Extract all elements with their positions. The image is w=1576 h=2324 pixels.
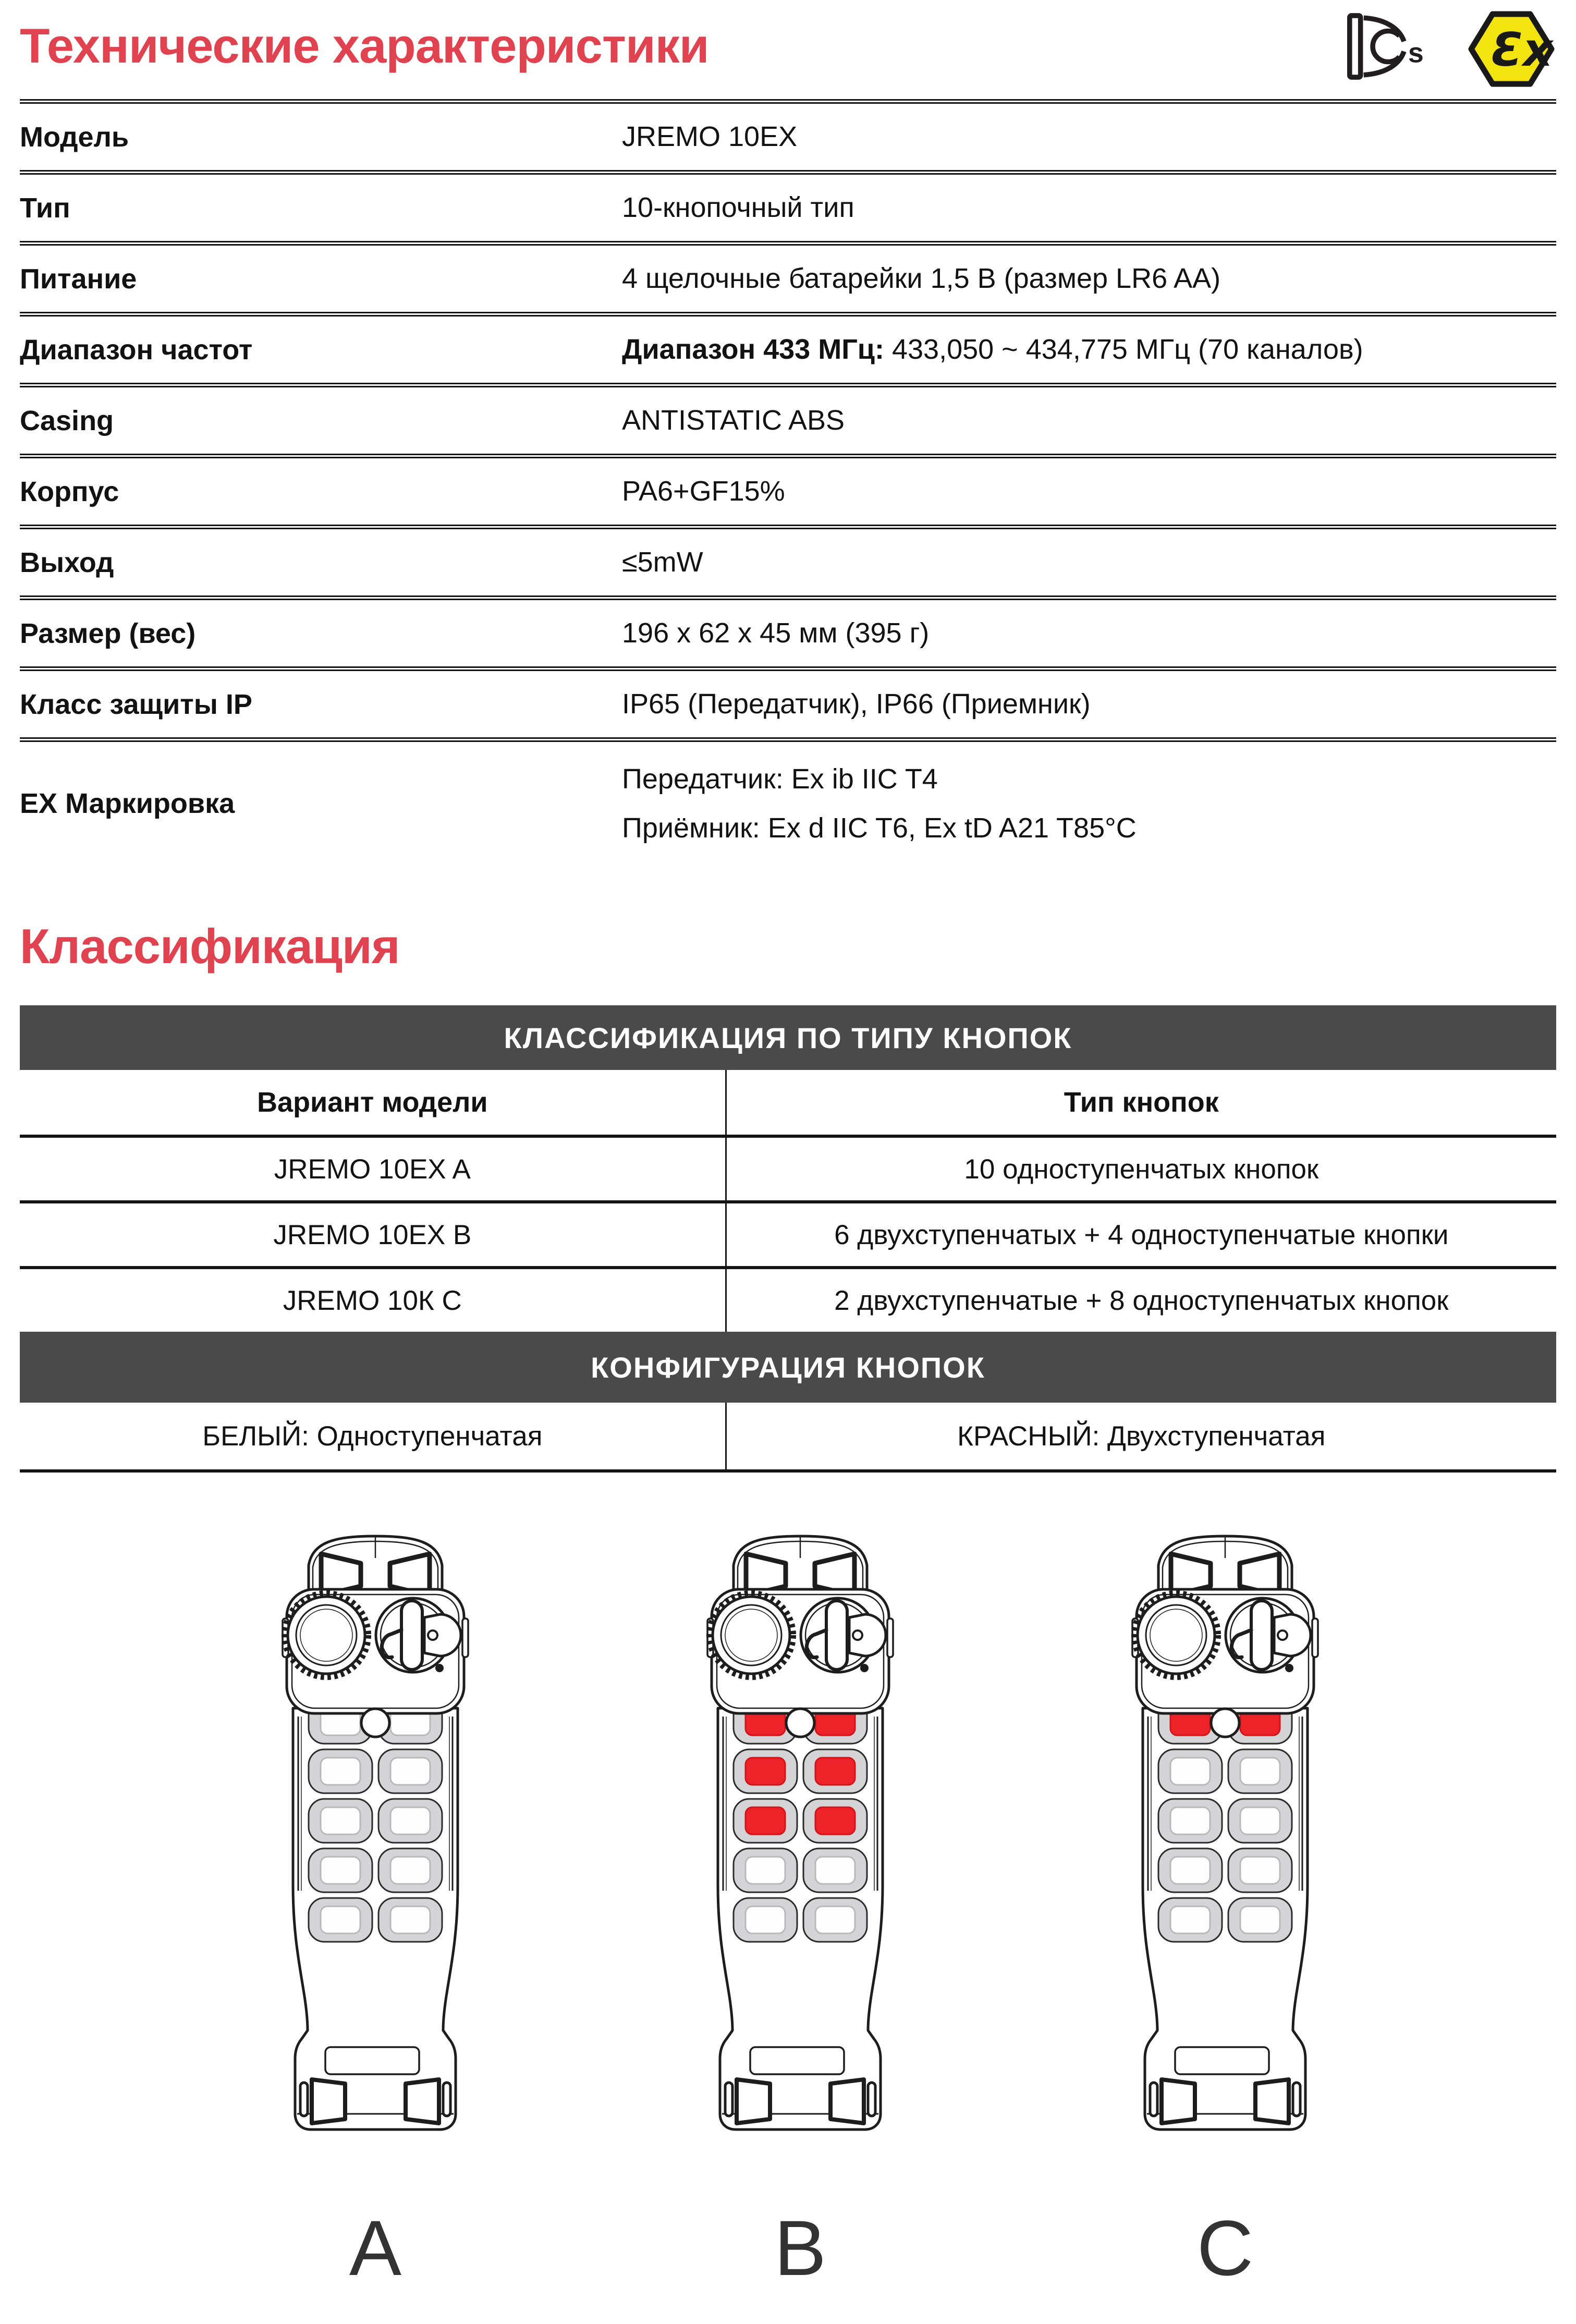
button-type-cell: 2 двухступенчатые + 8 одноступенчатых кнопок (834, 1285, 1449, 1316)
spec-value: ≤5mW (622, 546, 703, 578)
column-header-buttons: Тип кнопок (1064, 1087, 1219, 1118)
kc-mark-icon (1346, 7, 1425, 88)
spec-label: EX Маркировка (20, 788, 235, 819)
classification-row (20, 1200, 1556, 1266)
remote-variant-b (706, 1531, 894, 2290)
remote-drawing (706, 1531, 894, 2133)
remote-variant-illustrations (20, 1531, 1556, 2290)
spec-row (20, 170, 1556, 241)
config-white-label: БЕЛЫЙ: Одноступенчатая (20, 1403, 727, 1469)
model-variant-cell: JREMO 10EX A (20, 1138, 727, 1200)
spec-value: Диапазон 433 МГц: 433,050 ~ 434,775 МГц (70 каналов) (622, 334, 1363, 366)
classification-row (20, 1266, 1556, 1332)
ex-glyph: Ɛx (1491, 23, 1553, 77)
spec-value: 196 x 62 x 45 мм (395 г) (622, 617, 930, 649)
classification-column-header-row (20, 1070, 1556, 1135)
classification-section-title: Классификация (20, 919, 400, 974)
model-variant-cell: JREMO 10К C (20, 1269, 727, 1332)
spec-value-bold-prefix: Диапазон 433 МГц: (622, 334, 884, 366)
remote-drawing (1131, 1531, 1319, 2133)
certification-icons (1346, 7, 1556, 93)
spec-value: 4 щелочные батарейки 1,5 В (размер LR6 AA) (622, 263, 1221, 295)
spec-row (20, 99, 1556, 170)
spec-label: Тип (20, 192, 70, 224)
spec-value-line: Передатчик: Ex ib IIC T4 (622, 763, 938, 795)
spec-label: Корпус (20, 476, 119, 507)
spec-label: Размер (вес) (20, 617, 196, 649)
remote-drawing (282, 1531, 469, 2133)
spec-label: Класс защиты IP (20, 688, 252, 720)
configuration-table-header: КОНФИГУРАЦИЯ КНОПОК (20, 1332, 1556, 1403)
model-variant-cell: JREMO 10EX B (20, 1203, 727, 1266)
atex-ex-icon (1467, 7, 1556, 93)
spec-value-line: Приёмник: Ex d IIC T6, Ex tD A21 T85°C (622, 812, 1137, 844)
page-header (20, 0, 1556, 99)
spec-value: PA6+GF15% (622, 476, 785, 507)
spec-label: Выход (20, 546, 114, 578)
spec-row (20, 525, 1556, 595)
button-type-cell: 6 двухступенчатых + 4 одноступенчатые кнопки (834, 1219, 1449, 1250)
spec-value (622, 755, 1137, 853)
button-type-cell: 10 одноступенчатых кнопок (964, 1153, 1319, 1185)
button-configuration-row (20, 1403, 1556, 1469)
spec-row (20, 737, 1556, 865)
spec-label: Модель (20, 121, 129, 153)
classification-row (20, 1135, 1556, 1200)
spec-label: Диапазон частот (20, 334, 253, 366)
spec-row (20, 383, 1556, 454)
variant-letter: B (774, 2204, 827, 2292)
spec-table (20, 99, 1556, 865)
spec-row (20, 666, 1556, 737)
variant-letter: C (1196, 2204, 1254, 2292)
column-header-model: Вариант модели (20, 1070, 727, 1135)
spec-label: Питание (20, 263, 137, 295)
config-red-label: КРАСНЫЙ: Двухступенчатая (957, 1420, 1326, 1452)
spec-value: IP65 (Передатчик), IP66 (Приемник) (622, 688, 1091, 720)
spec-value: 10-кнопочный тип (622, 192, 854, 224)
spec-row (20, 241, 1556, 312)
kc-suffix-letter: s (1408, 37, 1424, 69)
classification-table-header: КЛАССИФИКАЦИЯ ПО ТИПУ КНОПОК (20, 1005, 1556, 1070)
page-title: Технические характеристики (20, 18, 709, 73)
remote-variant-a (282, 1531, 469, 2290)
spec-row (20, 595, 1556, 666)
spec-row (20, 454, 1556, 525)
spec-row (20, 312, 1556, 383)
spec-label: Casing (20, 405, 114, 436)
classification-rows (20, 1135, 1556, 1332)
remote-variant-c (1131, 1531, 1319, 2290)
classification-table (20, 1005, 1556, 1473)
variant-letter: A (349, 2204, 402, 2292)
spec-value: JREMO 10EX (622, 121, 798, 153)
spec-value: ANTISTATIC ABS (622, 405, 845, 436)
